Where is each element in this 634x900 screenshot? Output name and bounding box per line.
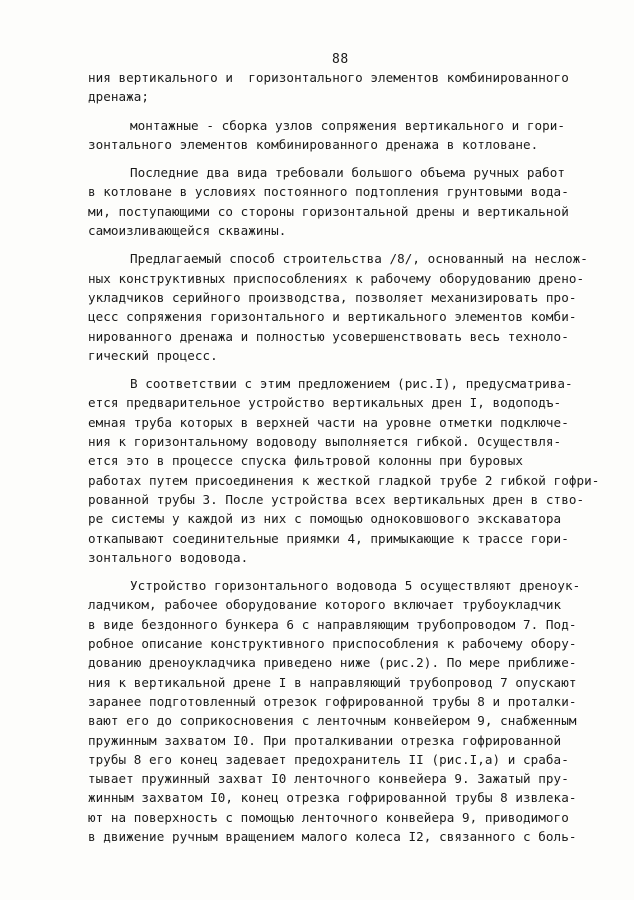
- text-line: работах путем присоединения к жесткой гладкой трубе 2 гибкой гофри-: [88, 472, 600, 488]
- text-line: в котловане в условиях постоянного подтопления грунтовыми вода-: [88, 184, 569, 200]
- paragraph: [88, 116, 608, 155]
- text-line: ния вертикального и горизонтального элементов комбинированного: [88, 70, 569, 85]
- text-line: рованной трубы 3. После устройства всех вертикальных дрен в ство-: [88, 491, 585, 507]
- text-line: гический процесс.: [88, 347, 218, 363]
- text-line: ется предварительное устройство вертикальных дрен I, водоподъ-: [88, 395, 562, 411]
- text-line: дованию дреноукладчика приведено ниже (рис.2). По мере приближе-: [88, 655, 577, 671]
- text-line: ладчиком, рабочее оборудование которого включает трубоукладчик: [88, 597, 562, 613]
- text-line: монтажные - сборка узлов сопряжения вертикального и гори-: [130, 117, 566, 133]
- text-line: дренажа;: [88, 89, 150, 105]
- text-line: ре системы у каждой из них с помощью одноковшового экскаватора: [88, 511, 562, 527]
- text-line: В соответствии с этим предложением (рис.I), предусматрива-: [130, 376, 573, 392]
- paragraph: [88, 374, 608, 567]
- text-line: ния к вертикальной дрене I в направляющий трубопровод 7 опускают: [88, 674, 577, 690]
- paragraph: [88, 576, 608, 846]
- text-line: емная труба которых в верхней части на уровне отметки подключе-: [88, 414, 569, 430]
- text-line: укладчиков серийного производства, позволяет механизировать про-: [88, 289, 577, 305]
- text-line: откапывают соединительные приямки 4, примыкающие к трассе гори-: [88, 530, 569, 546]
- text-line: жинным захватом I0, конец отрезка гофрированной трубы 8 извлека-: [88, 790, 577, 806]
- text-line: самоизливающейся скважины.: [88, 223, 287, 239]
- body-text: [88, 68, 608, 846]
- text-line: нированного дренажа и полностью усовершенствовать весь техноло-: [88, 328, 569, 344]
- text-line: трубы 8 его конец задевает предохранитель II (рис.I,а) и сраба-: [88, 751, 569, 767]
- text-line: зонтального водовода.: [88, 549, 249, 565]
- text-line: Устройство горизонтального водовода 5 осуществляют дреноук-: [130, 578, 581, 594]
- text-line: ют на поверхность с помощью ленточного конвейера 9, приводимого: [88, 809, 569, 825]
- page-number: 88: [332, 52, 349, 67]
- text-line: ных конструктивных приспособлениях к рабочему оборудованию дрено-: [88, 270, 585, 286]
- paragraph: [88, 249, 608, 365]
- text-line: ми, поступающими со стороны горизонтальной дрены и вертикальной: [88, 203, 569, 219]
- paragraph: [88, 163, 608, 240]
- text-line: робное описание конструктивного приспособления к рабочему обору-: [88, 636, 577, 652]
- text-line: ния к горизонтальному водоводу выполняется гибкой. Осуществля-: [88, 434, 562, 450]
- text-line: Последние два вида требовали большого объема ручных работ: [130, 165, 566, 181]
- text-line: в движение ручным вращением малого колеса I2, связанного с боль-: [88, 828, 577, 844]
- paragraph: [88, 68, 608, 107]
- text-line: ется это в процессе спуска фильтровой колонны при буровых: [88, 453, 524, 469]
- text-line: цесс сопряжения горизонтального и вертикального элементов комби-: [88, 309, 577, 325]
- text-line: заранее подготовленный отрезок гофрированной трубы 8 и проталки-: [88, 693, 577, 709]
- text-line: в виде бездонного бункера 6 с направляющим трубопроводом 7. Под-: [88, 616, 577, 632]
- text-line: зонтального элементов комбинированного дренажа в котловане.: [88, 136, 539, 152]
- text-line: пружинным захватом I0. При проталкивании отрезка гофрированной: [88, 732, 562, 748]
- text-line: Предлагаемый способ строительства /8/, основанный на неслож-: [130, 251, 588, 267]
- text-line: вают его до соприкосновения с ленточным конвейером 9, снабженным: [88, 713, 577, 729]
- text-line: тывает пружинный захват I0 ленточного конвейера 9. Зажатый пру-: [88, 771, 569, 787]
